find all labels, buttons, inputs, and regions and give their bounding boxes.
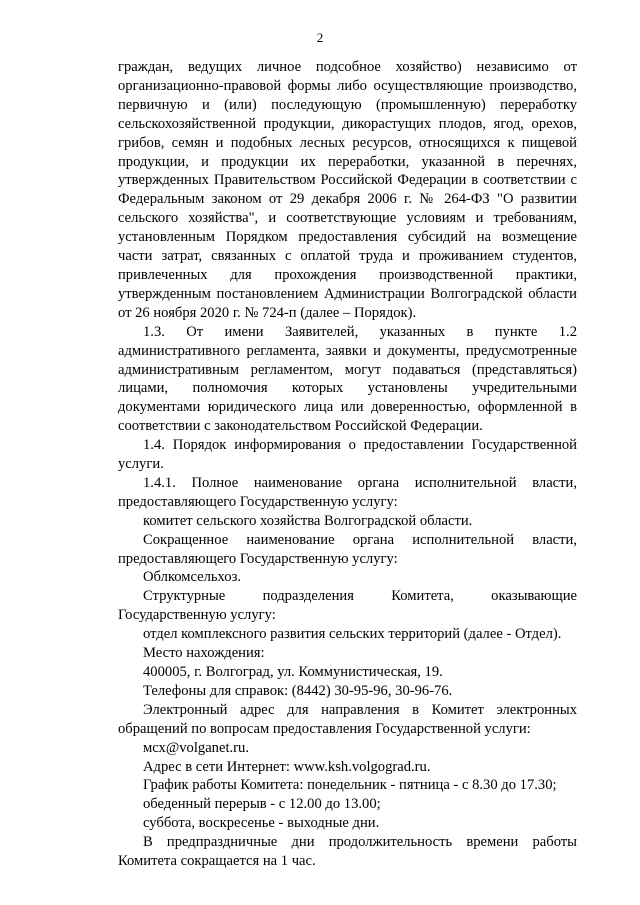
email-heading: Электронный адрес для направления в Комитет электронных обращений по вопросам предоставления Государственной услуги: xyxy=(118,701,577,737)
lunch-break: обеденный перерыв - с 12.00 до 13.00; xyxy=(143,796,381,813)
pre-holiday-note: В предпраздничные дни продолжительность времени работы Комитета сокращается на 1 час. xyxy=(118,834,577,870)
full-authority-name: комитет сельского хозяйства Волгоградской области. xyxy=(143,512,473,529)
paragraph-applicants-continuation: граждан, ведущих личное подсобное хозяйство) независимо от организационно-правовой формы либо осуществляющие производство, первичную и (или) последующую (промышленную) переработку сельскохозяйственной продукции, дикорастущих плодов, ягод, орехов, грибов, семян и подобных лесных ресурсов, относящихся к пищевой продукции, и продукции их переработки, указанной в перечнях, утвержденных Правительством Российской Федерации в соответствии с Федеральным законом от 29 декабря 2006 г. № 264-ФЗ "О развитии сельского хозяйства", и соответствующие условиям и требованиям, установленным Порядком предоставления субсидий на возмещение части затрат, связанных с оплатой труда и проживанием студентов, привлеченных для прохождения производственной практики, утвержденным постановлением Администрации Волгоградской области от 26 ноября 2020 г. № 724-п (далее – Порядок). xyxy=(118,59,577,321)
phone-numbers: Телефоны для справок: (8442) 30-95-96, 30-96-76. xyxy=(143,682,453,699)
document-body xyxy=(118,58,577,871)
structural-units-heading: Структурные подразделения Комитета, оказывающие Государственную услугу: xyxy=(118,588,577,624)
work-schedule: График работы Комитета: понедельник - пятница - с 8.30 до 17.30; xyxy=(143,777,557,794)
website-address: Адрес в сети Интернет: www.ksh.volgograd.ru. xyxy=(143,758,431,775)
paragraph-1-4-1: 1.4.1. Полное наименование органа исполнительной власти, предоставляющего Государственную услугу: xyxy=(118,474,577,510)
postal-address: 400005, г. Волгоград, ул. Коммунистическая, 19. xyxy=(143,664,443,680)
short-name-heading: Сокращенное наименование органа исполнительной власти, предоставляющего Государственную услугу: xyxy=(118,531,577,567)
page-number: 2 xyxy=(316,30,324,45)
department-name: отдел комплексного развития сельских территорий (далее - Отдел). xyxy=(143,626,562,643)
location-heading: Место нахождения: xyxy=(143,645,265,662)
paragraph-1-4: 1.4. Порядок информирования о предоставлении Государственной услуги. xyxy=(118,437,577,473)
email-address: мсх@volganet.ru. xyxy=(143,739,249,756)
weekend-days: суббота, воскресенье - выходные дни. xyxy=(143,815,380,832)
paragraph-1-3: 1.3. От имени Заявителей, указанных в пункте 1.2 административного регламента, заявки и документы, предусмотренные административным регламентом, могут подаваться (представляться) лицами, полномочия которых установлены учредительными документами юридического лица или доверенностью, оформленной в соответствии с законодательством Российской Федерации. xyxy=(118,323,577,435)
short-authority-name: Облкомсельхоз. xyxy=(143,569,242,586)
